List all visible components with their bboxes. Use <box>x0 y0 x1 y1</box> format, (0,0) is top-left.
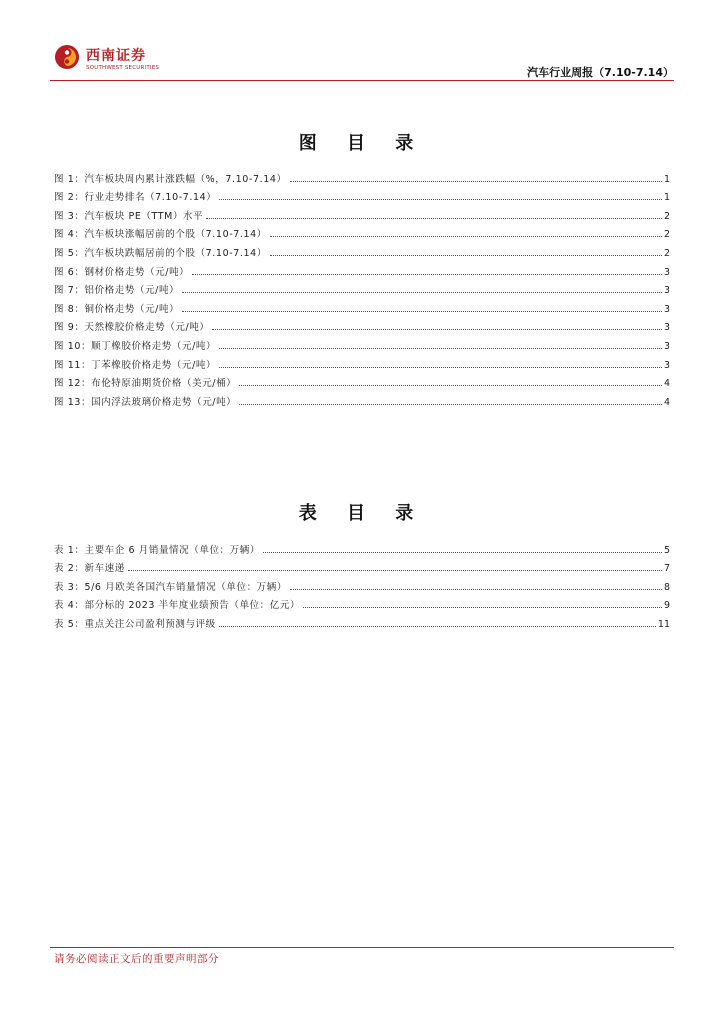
toc-entry-label: 图 7：铝价格走势（元/吨） <box>54 285 180 297</box>
toc-page-number: 11 <box>657 618 670 630</box>
toc-entry-label: 表 3：5/6 月欧美各国汽车销量情况（单位：万辆） <box>54 581 287 593</box>
toc-entry-label: 表 2：新车速递 <box>54 563 125 575</box>
figure-toc-entry[interactable] <box>54 333 670 352</box>
figure-toc-entry[interactable] <box>54 389 670 408</box>
page-header <box>0 0 724 85</box>
toc-dot-leader <box>239 385 662 386</box>
toc-entry-label: 图 5：汽车板块跌幅居前的个股（7.10-7.14） <box>54 247 267 259</box>
toc-dot-leader <box>263 552 662 553</box>
figure-toc-entry[interactable] <box>54 259 670 278</box>
toc-dot-leader <box>270 236 662 237</box>
header-divider <box>50 80 674 81</box>
toc-dot-leader <box>192 274 662 275</box>
logo-mark-icon <box>54 44 80 70</box>
toc-page-number: 3 <box>663 340 670 352</box>
figure-toc-entry[interactable] <box>54 371 670 390</box>
toc-entry-label: 图 2：行业走势排名（7.10-7.14） <box>54 192 217 204</box>
company-logo <box>54 44 164 76</box>
figure-toc-entry[interactable] <box>54 352 670 371</box>
toc-entry-label: 表 5：重点关注公司盈利预测与评级 <box>54 618 216 630</box>
toc-page-number: 3 <box>663 359 670 371</box>
toc-dot-leader <box>303 607 662 608</box>
toc-entry-label: 图 4：汽车板块涨幅居前的个股（7.10-7.14） <box>54 229 267 241</box>
tables-toc-list <box>54 537 670 630</box>
toc-entry-label: 图 8：铜价格走势（元/吨） <box>54 303 180 315</box>
figures-toc-list <box>54 166 670 408</box>
toc-page-number: 8 <box>663 581 670 593</box>
toc-entry-label: 表 4：部分标的 2023 半年度业绩预告（单位：亿元） <box>54 600 301 612</box>
toc-entry-label: 表 1：主要车企 6 月销量情况（单位：万辆） <box>54 544 260 556</box>
table-toc-entry[interactable] <box>54 556 670 575</box>
table-toc-entry[interactable] <box>54 537 670 556</box>
toc-page-number: 3 <box>663 322 670 334</box>
figure-toc-entry[interactable] <box>54 203 670 222</box>
toc-dot-leader <box>219 626 656 627</box>
toc-page-number: 4 <box>663 378 670 390</box>
figure-toc-entry[interactable] <box>54 166 670 185</box>
toc-dot-leader <box>212 329 661 330</box>
figure-toc-entry[interactable] <box>54 240 670 259</box>
toc-entry-label: 图 10：顺丁橡胶价格走势（元/吨） <box>54 340 217 352</box>
toc-page-number: 3 <box>663 266 670 278</box>
toc-page-number: 2 <box>663 247 670 259</box>
toc-entry-label: 图 13：国内浮法玻璃价格走势（元/吨） <box>54 396 237 408</box>
figure-toc-entry[interactable] <box>54 278 670 297</box>
logo-chinese-name: 西南证券 <box>86 48 146 64</box>
tables-toc-title: 表 目 录 <box>298 503 426 524</box>
toc-entry-label: 图 3：汽车板块 PE（TTM）水平 <box>54 210 204 222</box>
toc-page-number: 7 <box>663 563 670 575</box>
toc-page-number: 5 <box>663 544 670 556</box>
toc-dot-leader <box>128 570 662 571</box>
toc-page-number: 1 <box>663 192 670 204</box>
footer-divider <box>50 947 674 948</box>
toc-page-number: 9 <box>663 600 670 612</box>
figure-toc-entry[interactable] <box>54 296 670 315</box>
toc-page-number: 3 <box>663 303 670 315</box>
logo-english-name: SOUTHWEST SECURITIES <box>86 65 160 71</box>
table-toc-entry[interactable] <box>54 574 670 593</box>
figure-toc-entry[interactable] <box>54 315 670 334</box>
toc-page-number: 2 <box>663 210 670 222</box>
toc-page-number: 3 <box>663 285 670 297</box>
footer-disclaimer: 请务必阅读正文后的重要声明部分 <box>54 953 219 965</box>
toc-entry-label: 图 1：汽车板块周内累计涨跌幅（%，7.10-7.14） <box>54 173 287 185</box>
toc-entry-label: 图 12：布伦特原油期货价格（美元/桶） <box>54 378 237 390</box>
toc-dot-leader <box>290 181 662 182</box>
toc-dot-leader <box>182 311 662 312</box>
toc-dot-leader <box>219 199 662 200</box>
toc-dot-leader <box>206 218 662 219</box>
toc-dot-leader <box>290 589 662 590</box>
figure-toc-entry[interactable] <box>54 222 670 241</box>
toc-dot-leader <box>270 255 662 256</box>
toc-dot-leader <box>219 367 662 368</box>
toc-page-number: 1 <box>663 173 670 185</box>
toc-entry-label: 图 11：丁苯橡胶价格走势（元/吨） <box>54 359 217 371</box>
toc-dot-leader <box>239 404 662 405</box>
toc-dot-leader <box>219 348 662 349</box>
report-title: 汽车行业周报（7.10-7.14） <box>527 66 674 79</box>
table-toc-entry[interactable] <box>54 593 670 612</box>
toc-page-number: 4 <box>663 396 670 408</box>
figures-toc-title: 图 目 录 <box>298 133 426 154</box>
toc-entry-label: 图 6：钢材价格走势（元/吨） <box>54 266 190 278</box>
toc-dot-leader <box>182 292 662 293</box>
figure-toc-entry[interactable] <box>54 185 670 204</box>
toc-entry-label: 图 9：天然橡胶价格走势（元/吨） <box>54 322 210 334</box>
table-toc-entry[interactable] <box>54 611 670 630</box>
toc-page-number: 2 <box>663 229 670 241</box>
